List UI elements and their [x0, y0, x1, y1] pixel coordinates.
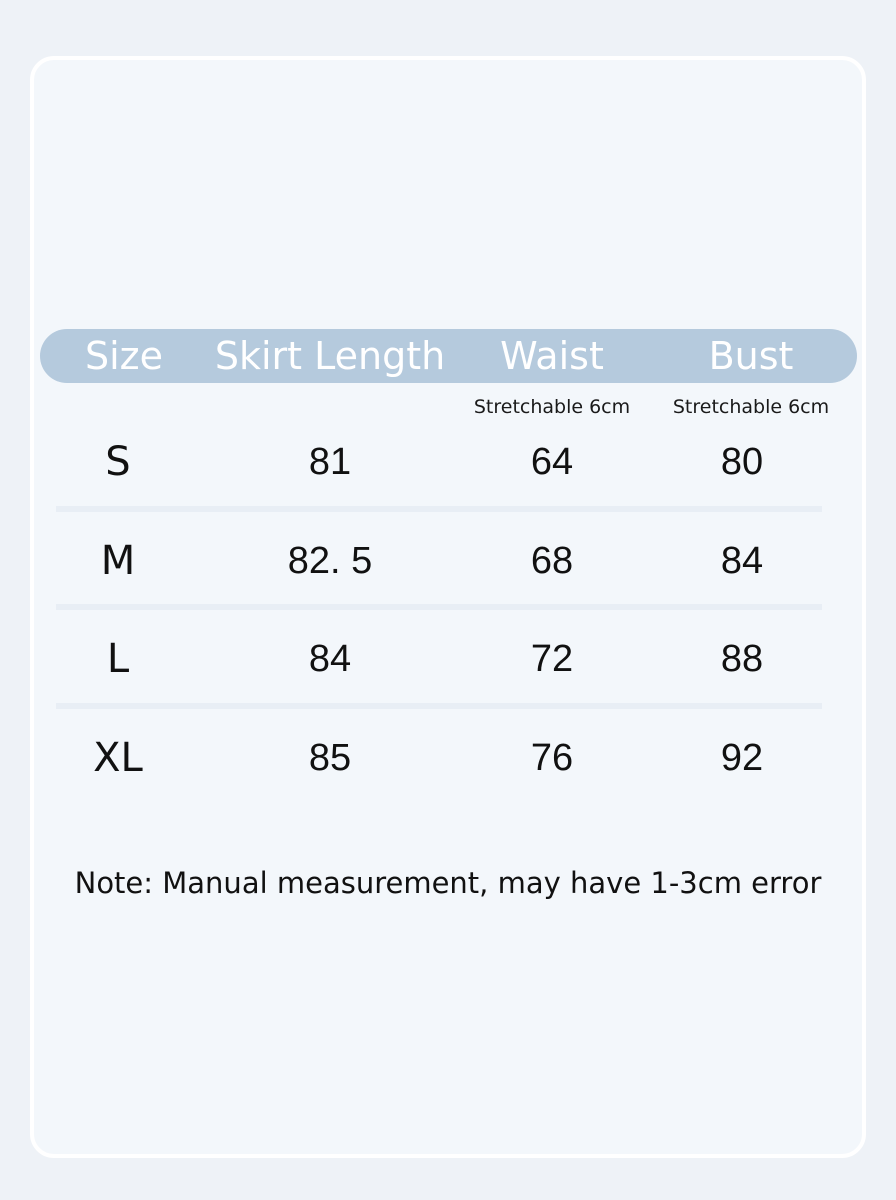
bust-cell: 84 [720, 540, 764, 582]
skirt-length-cell: 81 [308, 441, 352, 483]
size-cell: S [105, 439, 131, 485]
header-skirt-length: Skirt Length [214, 334, 446, 378]
skirt-length-cell: 85 [308, 737, 352, 779]
measurement-note: Note: Manual measurement, may have 1-3cm error [74, 866, 822, 900]
waist-cell: 64 [530, 441, 574, 483]
waist-stretch-note: Stretchable 6cm [473, 396, 631, 418]
size-cell: XL [93, 735, 143, 781]
size-cell: L [106, 636, 130, 682]
bust-stretch-note: Stretchable 6cm [672, 396, 830, 418]
row-divider [56, 604, 822, 610]
waist-cell: 72 [530, 638, 574, 680]
header-bust: Bust [708, 334, 794, 378]
bust-cell: 80 [720, 441, 764, 483]
row-divider [56, 506, 822, 512]
waist-cell: 76 [530, 737, 574, 779]
size-cell: M [100, 538, 136, 584]
skirt-length-cell: 82. 5 [287, 540, 373, 582]
bust-cell: 88 [720, 638, 764, 680]
skirt-length-cell: 84 [308, 638, 352, 680]
bust-cell: 92 [720, 737, 764, 779]
row-divider [56, 703, 822, 709]
header-waist: Waist [500, 334, 604, 378]
header-size: Size [84, 334, 164, 378]
waist-cell: 68 [530, 540, 574, 582]
